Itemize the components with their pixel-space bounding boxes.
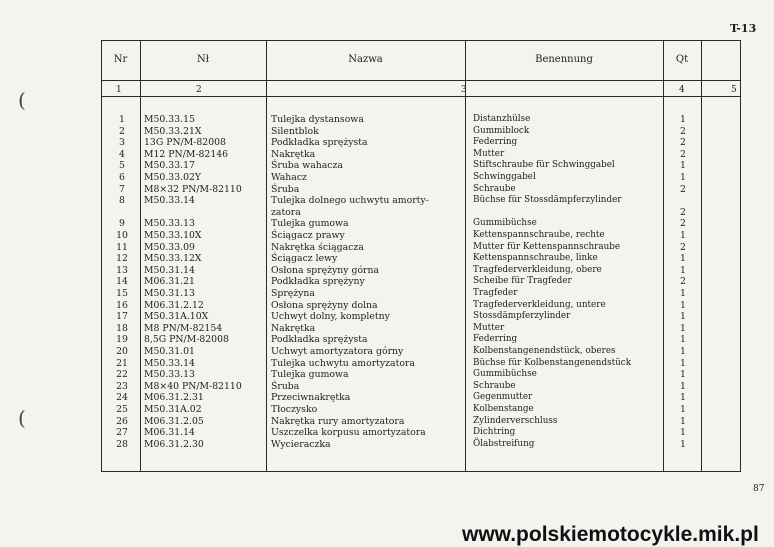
table-row xyxy=(101,439,741,450)
row-nazwa: Podkładka sprężysta xyxy=(271,137,368,149)
row-nazwa: Tulejka gumowa xyxy=(271,218,349,230)
row-benennung: Stossdämpferzylinder xyxy=(473,311,571,322)
parts-table xyxy=(101,40,741,472)
page-number: 87 xyxy=(753,484,765,494)
header-qt: Qt xyxy=(675,54,689,65)
row-benennung: Gegenmutter xyxy=(473,392,533,403)
row-nr: 27 xyxy=(116,427,128,439)
table-row xyxy=(101,358,741,369)
row-qt: 2 xyxy=(680,206,686,218)
row-nazwa: Uchwyt amortyzatora górny xyxy=(271,346,404,357)
row-part-number: M50.33.13 xyxy=(144,218,195,230)
row-nr: 25 xyxy=(116,404,128,415)
row-qt: 2 xyxy=(680,125,686,137)
row-nr: 18 xyxy=(116,322,128,334)
table-row xyxy=(101,276,741,287)
table-top-border xyxy=(101,40,741,41)
row-benennung: Federring xyxy=(473,137,518,148)
row-nr: 9 xyxy=(119,218,125,230)
row-qt: 2 xyxy=(680,241,686,253)
row-benennung: Büchse für Stossdämpferzylinder xyxy=(473,195,622,206)
footer-url[interactable]: www.polskiemotocykle.mik.pl xyxy=(462,523,759,546)
row-benennung: Büchse für Kolbenstangenendstück xyxy=(473,357,632,368)
row-nr: 7 xyxy=(119,183,125,195)
row-part-number: M8×40 PN/M-82110 xyxy=(144,380,242,392)
row-part-number: M8 PN/M-82154 xyxy=(144,322,223,334)
table-row xyxy=(101,230,741,241)
scan-mark-left-bottom: ( xyxy=(18,406,26,430)
row-nr: 2 xyxy=(119,125,125,137)
row-nazwa: Nakrętka ściągacza xyxy=(271,241,364,253)
header-nazwa: Nazwa xyxy=(348,54,383,65)
table-row xyxy=(101,172,741,183)
row-part-number: M12 PN/M-82146 xyxy=(144,148,229,160)
row-part-number: M06.31.2.12 xyxy=(144,299,204,311)
row-part-number: M50.31.14 xyxy=(144,264,195,276)
table-row xyxy=(101,253,741,264)
row-qt: 1 xyxy=(680,380,686,392)
row-nazwa: Podkładka sprężysta xyxy=(271,334,368,346)
page-code: T-13 xyxy=(730,22,757,35)
table-row xyxy=(101,137,741,148)
table-row xyxy=(101,381,741,392)
row-qt: 1 xyxy=(680,392,686,404)
row-benennung: Kettenspannschraube, linke xyxy=(473,253,598,264)
row-benennung: Ölabstreifung xyxy=(473,438,535,449)
row-part-number: M50.33.10X xyxy=(144,230,202,241)
row-part-number: M50.33.12X xyxy=(144,253,202,265)
row-nr: 5 xyxy=(119,160,125,172)
row-nr: 10 xyxy=(116,230,128,241)
row-nazwa: Uchwyt dolny, kompletny xyxy=(271,311,390,323)
column-number-2: 2 xyxy=(196,85,202,95)
column-number-3: 3 xyxy=(461,85,467,95)
row-nr: 6 xyxy=(119,172,125,183)
column-number-5: 5 xyxy=(731,85,737,95)
row-part-number: M50.31.13 xyxy=(144,288,195,299)
table-row xyxy=(101,288,741,299)
header-nl: Nł xyxy=(197,54,209,65)
row-benennung: Schwinggabel xyxy=(473,172,536,182)
table-row xyxy=(101,195,741,206)
row-nazwa: Tulejka dolnego uchwytu amorty- xyxy=(271,195,429,207)
row-qt: 1 xyxy=(680,264,686,276)
row-benennung: Stiftschraube für Schwinggabel xyxy=(473,160,615,171)
row-benennung: Scheibe für Tragfeder xyxy=(473,276,572,287)
row-nazwa: Podkładka sprężyny xyxy=(271,276,365,288)
row-qt: 2 xyxy=(680,148,686,160)
row-nr: 16 xyxy=(116,299,128,311)
table-row xyxy=(101,242,741,253)
table-row xyxy=(101,184,741,195)
table-row xyxy=(101,416,741,427)
row-nazwa: Śruba xyxy=(271,183,300,195)
row-part-number: M50.33.17 xyxy=(144,160,195,172)
row-nr: 20 xyxy=(116,346,128,357)
row-nazwa: Przeciwnakrętka xyxy=(271,392,351,404)
row-nazwa: Nakrętka rury amortyzatora xyxy=(271,415,405,427)
row-qt: 1 xyxy=(680,230,686,241)
row-nr: 13 xyxy=(116,264,128,276)
row-qt: 2 xyxy=(680,218,686,230)
row-benennung: Gummiblock xyxy=(473,125,530,136)
row-nazwa: Tłoczysko xyxy=(271,404,318,415)
row-part-number: M8×32 PN/M-82110 xyxy=(144,183,242,195)
row-part-number: M50.33.21X xyxy=(144,125,202,137)
row-nazwa: Wahacz xyxy=(271,172,307,183)
table-bottom-border xyxy=(101,471,741,472)
row-benennung: Tragfederverkleidung, untere xyxy=(473,299,606,310)
row-qt: 1 xyxy=(680,334,686,346)
row-part-number: M50.31A.02 xyxy=(144,404,202,415)
row-nazwa: Śruba wahacza xyxy=(271,160,343,172)
row-nr: 23 xyxy=(116,380,128,392)
row-qt: 1 xyxy=(680,357,686,369)
row-nazwa: Tulejka uchwytu amortyzatora xyxy=(271,357,415,369)
row-nazwa: Ściągacz prawy xyxy=(271,230,345,241)
row-nr: 21 xyxy=(116,357,128,369)
row-part-number: M50.33.02Y xyxy=(144,172,202,183)
row-part-number: M06.31.21 xyxy=(144,276,195,288)
row-benennung: Tragfeder xyxy=(473,288,518,298)
row-nr: 17 xyxy=(116,311,128,323)
column-number-4: 4 xyxy=(679,85,685,95)
table-row xyxy=(101,323,741,334)
row-part-number: M06.31.2.30 xyxy=(144,438,204,450)
row-benennung: Tragfederverkleidung, obere xyxy=(473,264,602,275)
row-nr: 15 xyxy=(116,288,128,299)
row-qt: 2 xyxy=(680,137,686,149)
row-benennung: Schraube xyxy=(473,183,516,194)
row-benennung: Distanzhülse xyxy=(473,114,531,124)
row-qt: 1 xyxy=(680,322,686,334)
row-nr: 1 xyxy=(119,114,125,125)
header-nr: Nr xyxy=(113,54,128,65)
row-nazwa: Osłona sprężyny górna xyxy=(271,264,380,276)
row-nazwa: Wycieraczka xyxy=(271,438,331,450)
row-nazwa: Nakrętka xyxy=(271,322,316,334)
row-qt: 1 xyxy=(680,114,686,125)
row-part-number: M50.31A.10X xyxy=(144,311,209,323)
table-row xyxy=(101,218,741,229)
row-nazwa: Nakrętka xyxy=(271,148,316,160)
row-part-number: M50.33.09 xyxy=(144,241,195,253)
row-qt: 1 xyxy=(680,346,686,357)
row-part-number: M06.31.2.31 xyxy=(144,392,204,404)
row-benennung: Zylinderverschluss xyxy=(473,415,558,426)
row-part-number: M06.31.14 xyxy=(144,427,195,439)
row-nr: 3 xyxy=(119,137,125,149)
row-qt: 1 xyxy=(680,311,686,323)
row-part-number: M50.33.13 xyxy=(144,369,195,381)
row-nr: 26 xyxy=(116,415,128,427)
row-qt: 1 xyxy=(680,415,686,427)
row-nr: 4 xyxy=(119,148,125,160)
row-nazwa: Sprężyna xyxy=(271,288,315,299)
row-nr: 24 xyxy=(116,392,128,404)
row-nazwa: Uszczelka korpusu amortyzatora xyxy=(271,427,426,439)
row-benennung: Dichtring xyxy=(473,427,516,438)
row-nazwa: zatora xyxy=(271,206,301,218)
table-row xyxy=(101,149,741,160)
row-benennung: Gummibüchse xyxy=(473,218,537,229)
row-part-number: M06.31.2.05 xyxy=(144,415,204,427)
table-row xyxy=(101,300,741,311)
row-qt: 1 xyxy=(680,253,686,265)
row-nazwa: Ściągacz lewy xyxy=(271,253,338,265)
row-qt: 1 xyxy=(680,369,686,381)
row-part-number: 13G PN/M-82008 xyxy=(144,137,226,149)
row-benennung: Gummibüchse xyxy=(473,369,537,380)
row-qt: 1 xyxy=(680,288,686,299)
table-row xyxy=(101,427,741,438)
row-nr: 28 xyxy=(116,438,128,450)
row-qt: 1 xyxy=(680,299,686,311)
row-qt: 1 xyxy=(680,404,686,415)
row-nr: 14 xyxy=(116,276,128,288)
row-benennung: Kolbenstangenendstück, oberes xyxy=(473,346,616,356)
row-part-number: M50.33.15 xyxy=(144,114,195,125)
scan-mark-left-top: ( xyxy=(18,88,26,112)
table-row xyxy=(101,207,741,218)
header-benennung: Benennung xyxy=(535,54,593,65)
row-benennung: Schraube xyxy=(473,380,516,391)
column-number-1: 1 xyxy=(116,85,122,95)
row-benennung: Federring xyxy=(473,334,518,345)
table-row xyxy=(101,392,741,403)
table-row xyxy=(101,126,741,137)
row-qt: 2 xyxy=(680,183,686,195)
header-bottom-border xyxy=(101,80,741,81)
row-benennung: Mutter xyxy=(473,322,505,333)
row-qt: 1 xyxy=(680,172,686,183)
row-qt: 1 xyxy=(680,427,686,439)
row-nazwa: Śruba xyxy=(271,380,300,392)
row-nazwa: Silentblok xyxy=(271,125,319,137)
table-row xyxy=(101,114,741,125)
row-part-number: M50.31.01 xyxy=(144,346,195,357)
row-benennung: Mutter für Kettenspannschraube xyxy=(473,241,621,252)
table-row xyxy=(101,346,741,357)
row-part-number: M50.33.14 xyxy=(144,357,195,369)
row-nr: 12 xyxy=(116,253,128,265)
row-nazwa: Osłona sprężyny dolna xyxy=(271,299,378,311)
table-row xyxy=(101,404,741,415)
colnum-bottom-border xyxy=(101,96,741,97)
row-benennung: Kolbenstange xyxy=(473,404,534,414)
table-row xyxy=(101,369,741,380)
row-nr: 19 xyxy=(116,334,128,346)
table-row xyxy=(101,334,741,345)
table-row xyxy=(101,311,741,322)
row-part-number: 8,5G PN/M-82008 xyxy=(144,334,229,346)
row-nr: 22 xyxy=(116,369,128,381)
row-benennung: Mutter xyxy=(473,148,505,159)
table-row xyxy=(101,160,741,171)
row-qt: 1 xyxy=(680,160,686,172)
row-nr: 11 xyxy=(116,241,128,253)
row-qt: 2 xyxy=(680,276,686,288)
row-qt: 1 xyxy=(680,438,686,450)
row-nazwa: Tulejka dystansowa xyxy=(271,114,364,125)
row-benennung: Kettenspannschraube, rechte xyxy=(473,230,605,240)
table-row xyxy=(101,265,741,276)
row-nazwa: Tulejka gumowa xyxy=(271,369,349,381)
row-nr: 8 xyxy=(119,195,125,207)
row-part-number: M50.33.14 xyxy=(144,195,195,207)
